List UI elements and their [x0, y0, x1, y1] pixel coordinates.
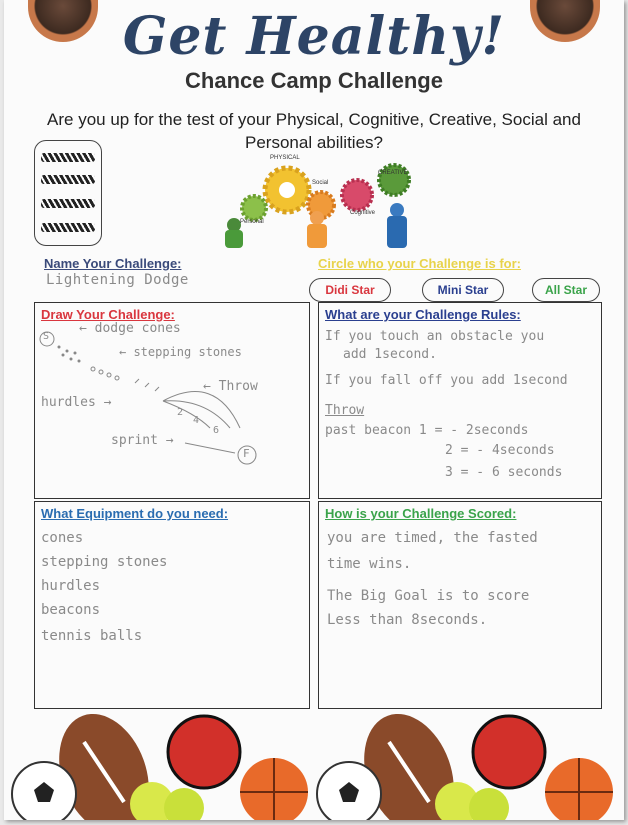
- label-sprint: sprint →: [111, 433, 174, 448]
- mark-finish: F: [243, 447, 250, 460]
- mark-2: 2: [177, 407, 184, 418]
- name-challenge-label: Name Your Challenge:: [44, 256, 182, 271]
- label-stepping-stones: ← stepping stones: [119, 345, 242, 359]
- rule-line-7: 3 = - 6 seconds: [445, 465, 563, 480]
- rule-line-5: past beacon 1 = - 2seconds: [325, 423, 529, 438]
- rule-line-2: add 1second.: [343, 347, 437, 362]
- scoring-heading: How is your Challenge Scored:: [325, 506, 517, 521]
- rule-line-3: If you fall off you add 1second: [325, 373, 568, 388]
- label-throw: ← Throw: [203, 379, 258, 394]
- equipment-box: [34, 501, 310, 709]
- equipment-item: tennis balls: [41, 628, 143, 644]
- mark-4: 4: [193, 415, 200, 426]
- equipment-item: stepping stones: [41, 554, 168, 570]
- label-hurdles: hurdles →: [41, 395, 112, 410]
- equipment-item: beacons: [41, 602, 101, 618]
- rules-heading: What are your Challenge Rules:: [325, 307, 521, 322]
- balls-group-right: [317, 712, 613, 820]
- gear-label-social: Social: [312, 180, 329, 186]
- rule-line-6: 2 = - 4seconds: [445, 443, 555, 458]
- option-all-star[interactable]: All Star: [532, 278, 600, 302]
- option-didi-star[interactable]: Didi Star: [309, 278, 391, 302]
- gear-label-creative: CREATIVE: [378, 170, 408, 176]
- worksheet: [4, 0, 624, 820]
- circle-audience-label: Circle who your Challenge is for:: [318, 256, 521, 271]
- sports-balls-banner: [4, 712, 624, 820]
- balls-group-left: [12, 712, 308, 820]
- intro-question: Are you up for the test of your Physical, Cognitive, Creative, Social and Personal abilities?: [47, 110, 581, 152]
- challenge-name-value: Lightening Dodge: [46, 272, 189, 288]
- scoring-line-4: Less than 8seconds.: [327, 612, 488, 628]
- option-mini-star[interactable]: Mini Star: [422, 278, 504, 302]
- challenge-rules-box: [318, 302, 602, 499]
- equipment-heading: What Equipment do you need:: [41, 506, 229, 521]
- abilities-gears-illustration: [209, 150, 424, 252]
- page-title: Get Healthy!: [122, 6, 506, 67]
- scribbled-out-name: [34, 140, 102, 246]
- mark-start: S: [43, 331, 50, 342]
- gear-label-cognitive: Cognitive: [350, 210, 376, 216]
- rule-line-1: If you touch an obstacle you: [325, 329, 545, 344]
- gear-label-personal: Personal: [240, 219, 264, 225]
- scoring-line-2: time wins.: [327, 556, 412, 572]
- rule-line-4: Throw: [325, 403, 365, 418]
- gear-label-physical: PHYSICAL: [270, 155, 300, 161]
- equipment-item: cones: [41, 530, 84, 546]
- scoring-line-3: The Big Goal is to score: [327, 588, 530, 604]
- page-subtitle: Chance Camp Challenge: [185, 68, 443, 93]
- equipment-item: hurdles: [41, 578, 101, 594]
- draw-challenge-box: [34, 302, 310, 499]
- label-dodge-cones: ← dodge cones: [79, 321, 181, 336]
- draw-challenge-heading: Draw Your Challenge:: [41, 307, 175, 322]
- scoring-line-1: you are timed, the fasted: [327, 530, 538, 546]
- scoring-box: [318, 501, 602, 709]
- mark-6: 6: [213, 425, 220, 436]
